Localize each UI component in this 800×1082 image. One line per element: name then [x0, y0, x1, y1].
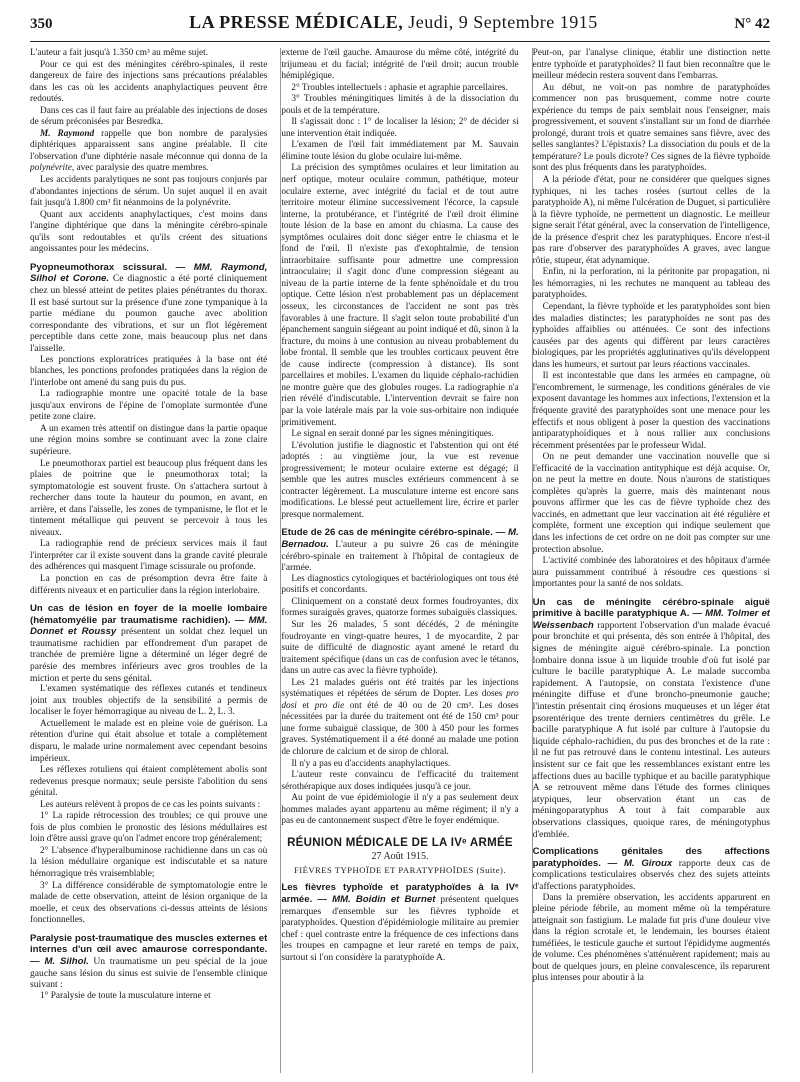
paragraph: 3° La différence considérable de symptomatologie entre le malade de cette observation, atteint de lésion organique de la moelle, et ceux des observations ci-dessus atteints de lésions fonctionnelles.	[30, 880, 268, 926]
text-run: présentent un soldat chez lequel un traumatisme rachidien par effondrement d'un parapet de tranchée de première ligne a déterminé un léger degré de parésie des membres inférieurs avec gros troubles de la miction et perte du sens génital.	[30, 626, 268, 684]
paragraph: La précision des symptômes oculaires et leur limitation au nerf optique, moteur oculaire commun, pathétique, moteur oculaire externe, avec intégrité du facial et de tout autre territoire moteur élimine successivement l'écorce, la capsule interne, la protubérance, et l'intégrité de l'œil droit élimine toute lésion de la base en amont du chiasma. La cause des symptômes oculaires doit donc siéger entre le chiasma et le fond de l'œil. Il n'existe pas d'exophtalmie, de tension intraorbitaire suffisante pour admettre une compression intraoculaire; il s'agit donc d'une compression siégeant au niveau de la partie interne de la fente sphénoïdale et du trou optique. Cette lésion n'est probablement pas un déplacement osseux, les circonstances de l'accident ne sont pas très favorables à une fracture. Il s'agit selon toute probabilité d'un épanchement sanguin siégeant au point indiqué et dû, sinon à la fracture, du moins à une contusion au niveau probablement du lobe frontal. Il semble que les troubles corticaux peuvent être de cause indirecte (compression à distance). Ils sont parcellaires et mobiles. L'examen du liquide céphalo-rachidien ne montre guère que des globules rouges. La radiographie n'a rien révélé d'indiscutable. L'intervention devrait se faire non par la voie latérale mais par la voie sus-orbitaire non indiquée primitivement.	[281, 163, 519, 428]
paragraph: Les diagnostics cytologiques et bactériologiques ont tous été positifs et concordants.	[281, 573, 519, 596]
meeting-date: 27 Août 1915.	[371, 851, 429, 863]
text-run: pro dosi	[281, 689, 519, 711]
paragraph: Dans la première observation, les accidents apparurent en pleine période fébrile, au moment même où la température atteignait son fastigium. Le malade fut pris d'une douleur vive dans la région scrotale et, le lendemain, les bourses étaient tuméfiées, le testicule gauche et surtout l'épididyme augmentés de volume. Ces phénomènes s'atténuèrent rapidement; mais au bout de quelques jours, en pleine convalescence, ils reparurent plus intenses pour aboutir à la	[532, 892, 770, 984]
heading-authors: — MM. Boidin et Burnet	[312, 894, 436, 906]
heading-authors: — MM. Raymond, Silhol et Corone.	[30, 261, 268, 285]
paragraph: 2° L'absence d'hyperalbuminose rachidienne dans un cas où la lésion médullaire organique est indiscutable et sa nature hémorragique très vraisemblable;	[30, 845, 268, 879]
section-heading	[30, 262, 267, 355]
text-run: rappelle que bon nombre de paralysies diphtériques apparaissent sans angine préalable. Il cite l'observation d'une diphtérie nasale méconnue qui donna de la	[30, 128, 268, 162]
paragraph: Le signal en serait donné par les signes méningitiques.	[291, 429, 495, 440]
meeting-title: RÉUNION MÉDICALE DE LA IVᵉ ARMÉE	[287, 836, 513, 849]
paragraph: 2° Troubles intellectuels : aphasie et agraphie parcellaires.	[291, 82, 508, 93]
paragraph: Dans ces cas il faut faire au préalable des injections de doses de sérum préconisées par Besredka.	[30, 105, 268, 128]
paragraph: Les réflexes rotuliens qui étaient complètement abolis sont redevenus presque normaux; seule persiste l'abolition du sens génital.	[30, 765, 268, 799]
paragraph: Le pneumothorax partiel est beaucoup plus fréquent dans les plaies de poitrine que le pneumothorax total; la symptomatologie est souvent fruste. On s'attachera surtout à rechercher dans toute la hauteur du poumon, en avant, en arrière, et dans l'aisselle, les zones de tympanisme, le flot et le tintement métallique qui peuvent se percevoir à tous les niveaux.	[30, 458, 268, 538]
heading-text: Les fièvres typhoïde et paratyphoïdes à la IVᵉ armée.	[281, 882, 519, 906]
paragraph: Au point de vue épidémiologie il n'y a pas seulement deux hommes malades ayant appartenu au même régiment; il n'y a pas eu de cantonnement suspect d'être le foyer endémique.	[281, 793, 519, 827]
paragraph: Les auteurs relèvent à propos de ce cas les points suivants :	[40, 799, 261, 810]
heading-text: Un cas de lésion en foyer de la moelle lombaire (hématomyélie par traumatisme rachidien).	[30, 603, 268, 626]
paragraph: L'examen de l'œil fait immédiatement par M. Sauvain élimine toute lésion du globe oculaire lui-même.	[281, 140, 519, 162]
paragraph	[30, 129, 267, 175]
heading-authors: — M. Silhol.	[30, 955, 89, 967]
paragraph: Enfin, ni la perforation, ni la péritonite par propagation, ni les hémorragies, ni les rechutes ne manquent au tableau des paratyphoïdes.	[532, 267, 770, 301]
paragraph: Il n'y a pas eu d'accidents anaphylactiques.	[291, 758, 451, 769]
paragraph: 3° Troubles méningitiques limités à de la dissociation du pouls et de la température.	[281, 94, 519, 116]
text-run: ont été de 40 ou de 20 cm³. Les doses nécessitées par la durée du traitement ont été de 150 cm³ pour une forme subaiguë classique, de 300 à 450 pour les formes graves. Systématiquement il a été donné au malade une potion de chlorure de calcium et de sirop de chloral.	[281, 700, 519, 757]
paragraph: L'évolution justifie le diagnostic et l'abstention qui ont été adoptés : au vingtième jour, la vue est revenue progressivement; le moteur oculaire externe est dégagé; il semble que les autres muscles extérieurs commencent à se contracter légèrement. La musculature interne est encore sans modifications. Le blessé peut actuellement lire, écrire et parler presque normalement.	[281, 440, 519, 520]
heading-text: Complications génitales des affections paratyphoïdes.	[532, 846, 770, 869]
heading-authors: — M. Giroux	[600, 857, 673, 869]
paragraph: La radiographie montre une opacité totale de la base jusqu'aux environs de l'épine de l'omoplate surmontée d'une petite zone claire.	[30, 389, 268, 423]
text-run: rapportent l'observation d'un malade évacué pour bronchite et qui présenta, dès son entrée à l'hôpital, des signes de méningite aiguë cérébro-spinale. La ponction lombaire donna issue à un liquide trouble d'où fut isolé par culture le bacille paratyphique A. Le malade succomba rapidement. A l'autopsie, on constata l'existence d'une méningite diffuse et d'une broncho-pneumonie gauche; l'intestin présentait cinq érosions muqueuses et un léger état psorentérique des trente derniers centimètres du grêle. Le bacille paratyphique A fut isolé par culture à l'autopsie du liquide céphalo-rachidien, du pus des bronches et de la rate : il ne fut pas retrouvé dans le contenu intestinal. Les auteurs insistent sur ce fait que les ressemblances existant entre les affections dues au bacille typhique et au bacille paratyphique A se retrouvent même dans l'étude des formes cliniques atypiques, leur observation étant un cas de méningoparatyphus A tout à fait comparable aux observations classiques, quoique rares, de méningotyphus d'emblée.	[532, 619, 770, 840]
heading-authors: — MM. Tolmer et Weissenbach	[532, 608, 770, 631]
article-columns	[30, 48, 770, 1073]
paragraph: L'examen systématique des réflexes cutanés et tendineux joint aux troubles objectifs de la sensibilité a permis de localiser le foyer hémorragique au niveau de L. 2, L. 3.	[30, 684, 268, 718]
text-run: Les 21 malades guéris ont été traités par les injections systématiques et répétées de sérum de Dopter. Les doses	[281, 677, 519, 700]
paragraph: Actuellement le malade est en pleine voie de guérison. La rétention d'urine qui était absolue et totale a complètement disparu, le malade urine normalement avec cependant besoins impérieux.	[30, 718, 268, 764]
heading-text: Un cas de méningite cérébro-spinale aiguë primitive à bacille paratyphique A.	[532, 596, 770, 620]
paragraph: Il est incontestable que dans les armées en campagne, où l'encombrement, le surmenage, les conditions générales de vie exposent davantage les hommes aux infections, l'extension et la fréquente gravité des paratyphoïdes sont une menace pour les effectifs et nous obligent à poser la question des vaccinations antiparatyphoïdiques et à nous rallier aux conclusions récemment présentées par le professeur Widal.	[532, 371, 770, 451]
paragraph: L'activité combinée des laboratoires et des hôpitaux d'armée aura puissamment contribué à résoudre ces questions si importantes pour la santé de nos soldats.	[532, 556, 770, 590]
section-heading	[533, 597, 770, 840]
paragraph: La ponction en cas de présomption devra être faite à différents niveaux et en particulier dans la région interlobaire.	[30, 573, 268, 596]
journal-title	[189, 12, 598, 33]
paragraph: Quant aux accidents anaphylactiques, c'est moins dans l'angine diphtérique que dans la méningite cérébro-spinale qu'ils sont redoutables et qu'ils créent des situations angoissantes pour les médecins.	[30, 209, 268, 255]
text-run: Un traumatisme un peu spécial de la joue gauche sans lésion du sinus est suivie de l'ensemble clinique suivant :	[30, 955, 268, 991]
heading-text: Etude de 26 cas de méningite cérébro-spinale.	[281, 527, 493, 539]
section-heading	[30, 603, 267, 684]
paragraph: Peut-on, par l'analyse clinique, établir une distinction nette entre typhoïde et paratyphoïdes? Il faut bien reconnaître que le meilleur médecin restera souvent dans l'embarras.	[532, 48, 770, 82]
paragraph: A un examen très attentif on distingue dans la partie opaque une région moins sombre se continuant avec la zone claire supérieure.	[30, 423, 268, 457]
heading-authors: — MM. Donnet et Roussy	[30, 614, 268, 638]
column-1	[30, 48, 267, 1073]
paragraph	[281, 678, 518, 759]
issue-date: Jeudi, 9 Septembre 1915	[408, 12, 598, 32]
paragraph: A la période d'état, pour ne considérer que quelques signes typhiques, ni les taches rosées (surtout celles de la paratyphoïde A), ni même l'ulcération de Duguet, si particulière à la fièvre typhoïde, ne permettent un diagnostic. Le meilleur signe serait l'état général, avec la conservation de l'intelligence, de la présence d'esprit chez les paratyphiques. Encore n'est-il pas rare d'observer des paratyphoïdes A graves, avec langue rôtie, stupeur, état adynamique.	[532, 175, 770, 266]
paragraph: Cependant, la fièvre typhoïde et les paratyphoïdes sont bien des maladies distinctes; les paratyphoïdes ne sont pas des typhoïdes affaiblies ou atténuées. Ce sont des infections causées par des agents qui diffèrent par leurs caractères biologiques, par les propriétés agglutinatives qu'ils développent dans les humeurs, et surtout par leurs réactions vaccinales.	[532, 302, 770, 370]
paragraph: On ne peut demander une vaccination nouvelle que si l'efficacité de la vaccination antityphique est déjà acquise. Or, on ne peut la mettre en doute. Nous n'aurons de statistiques complètes qu'après la guerre, mais dès maintenant nous pouvons affirmer que les cas de fièvre typhoïde chez des vaccinés, en admettant que leur vaccination ait été régulière et complète, forment une exception qui indique seulement que dans les infections de cet ordre on ne doit pas compter sur une protection absolue.	[532, 452, 770, 555]
paragraph: Pour ce qui est des méningites cérébro-spinales, il reste dangereux de faire des injections sans précautions préalables dans les cas où les accidents anaphylactiques peuvent être redoutés.	[30, 59, 268, 105]
page-header	[30, 12, 770, 38]
paragraph: L'auteur a fait jusqu'à 1.350 cm³ au même sujet.	[30, 48, 209, 58]
page-number: 350	[30, 16, 53, 32]
text-run: présentent quelques remarques d'ensemble sur les fièvres typhoïde et paratyphoïdes. Question d'épidémiologie militaire au premier chef : quel contraste entre la fréquence de ces infections dans les troupes en campagne et leur rareté en temps de paix, surtout si l'on considère la paratyphoïde A.	[281, 894, 519, 964]
paragraph: Les ponctions exploratrices pratiquées à la base ont été blanches, les ponctions profondes pratiquées dans la région de l'interlobe ont amené du sang puis du pus.	[30, 354, 268, 388]
heading-authors: — M. Bernadou.	[281, 527, 519, 551]
heading-text: Paralysie post-traumatique des muscles externes et internes d'un œil avec amaurose correspondante.	[30, 932, 268, 956]
paragraph: Il s'agissait donc : 1° de localiser la lésion; 2° de décider si une intervention était indiquée.	[281, 117, 519, 139]
section-heading	[533, 846, 770, 892]
text-run: rapporte deux cas de complications testiculaires observés chez des sujets atteints d'affections paratyphoïdes.	[532, 857, 770, 892]
column-2	[280, 48, 518, 1073]
paragraph: externe de l'œil gauche. Amaurose du même côté, intégrité du trijumeau et du facial; intégrité de l'œil droit; aucun trouble hémiplégique.	[281, 48, 519, 82]
section-heading	[30, 933, 267, 991]
paragraph: 1° Paralysie de toute la musculature interne et	[40, 990, 211, 1001]
heading-text: Pyopneumothorax scissural.	[30, 261, 168, 273]
column-3	[532, 48, 770, 1073]
text-run: pro die	[314, 700, 345, 711]
section-heading	[281, 882, 518, 963]
paragraph: Cliniquement on a constaté deux formes foudroyantes, dix formes suraiguës graves, quatorze formes subaiguës classiques.	[281, 596, 519, 619]
text-run: Ce diagnostic a été porté cliniquement chez un blessé atteint de petites plaies pénétrantes du thorax. Il est basé surtout sur la présence d'une zone tympanique à la partie médiane du poumon gauche avec abolition correspondante des vibrations, et sur un flot légèrement perceptible dans cette zone, mais beaucoup plus net dans l'aisselle.	[30, 273, 268, 354]
text-run: polynévrite	[30, 163, 72, 174]
paragraph: Les accidents paralytiques ne sont pas toujours conjurés par d'abondantes injections de sérum. Un sujet auquel il en avait fait jusqu'à 1.800 cm³ fit néanmoins de la polynévrite.	[30, 175, 268, 209]
text-run: , avec paralysie des quatre membres.	[71, 163, 209, 174]
paragraph: 1° La rapide rétrocession des troubles; ce qui prouve une fois de plus combien le pronostic des lésions médullaires est loin d'être aussi grave qu'on l'admet encore trop généralement;	[30, 811, 268, 845]
issue-number: N° 42	[734, 16, 770, 32]
header-rule	[30, 41, 770, 42]
text-run: L'auteur a pu suivre 26 cas de méningite cérébro-spinale en traitement à l'hôpital de contagieux de l'armée.	[281, 539, 519, 574]
paragraph: Au début, ne voit-on pas nombre de paratyphoïdes commencer non pas brusquement, comme notre courte expérience du temps de paix semblait nous l'enseigner, mais progressivement, et souvent s'installant sur un fond de diarrhée prolongé, durant trois et quatre semaines sans fièvre, avec des selles sanglantes? L'épistaxis? La dissociation du pouls et de la température? Le pouls dicrote? Ces signes de la fièvre typhoïde sont des plus fréquents dans les paratyphoïdes.	[532, 82, 770, 174]
text-run: et	[296, 700, 315, 711]
section-heading	[281, 527, 518, 573]
meeting-subtitle: FIÈVRES TYPHOÏDE ET PARATYPHOÏDES (Suite).	[293, 864, 507, 875]
paragraph: La radiographie rend de précieux services mais il faut l'interpréter car il existe souvent dans la grande cavité pleurale des adhérences qui masquent l'image scissurale ou profonde.	[30, 539, 268, 573]
paragraph: L'auteur reste convaincu de l'efficacité du traitement sérothérapique aux doses indiquées jusqu'à ce jour.	[281, 770, 519, 792]
journal-name: LA PRESSE MÉDICALE,	[189, 12, 404, 32]
paragraph: Sur les 26 malades, 5 sont décédés, 2 de méningite foudroyante en vingt-quatre heures, 1 de myocardite, 2 par suite de difficulté de diagnostic ayant amené le retard du traitement spécifique (dans un cas de confusion avec le tétanos, dans un autre cas avec la fièvre typhoïde).	[281, 619, 519, 677]
author-name: M. Raymond	[40, 128, 95, 139]
